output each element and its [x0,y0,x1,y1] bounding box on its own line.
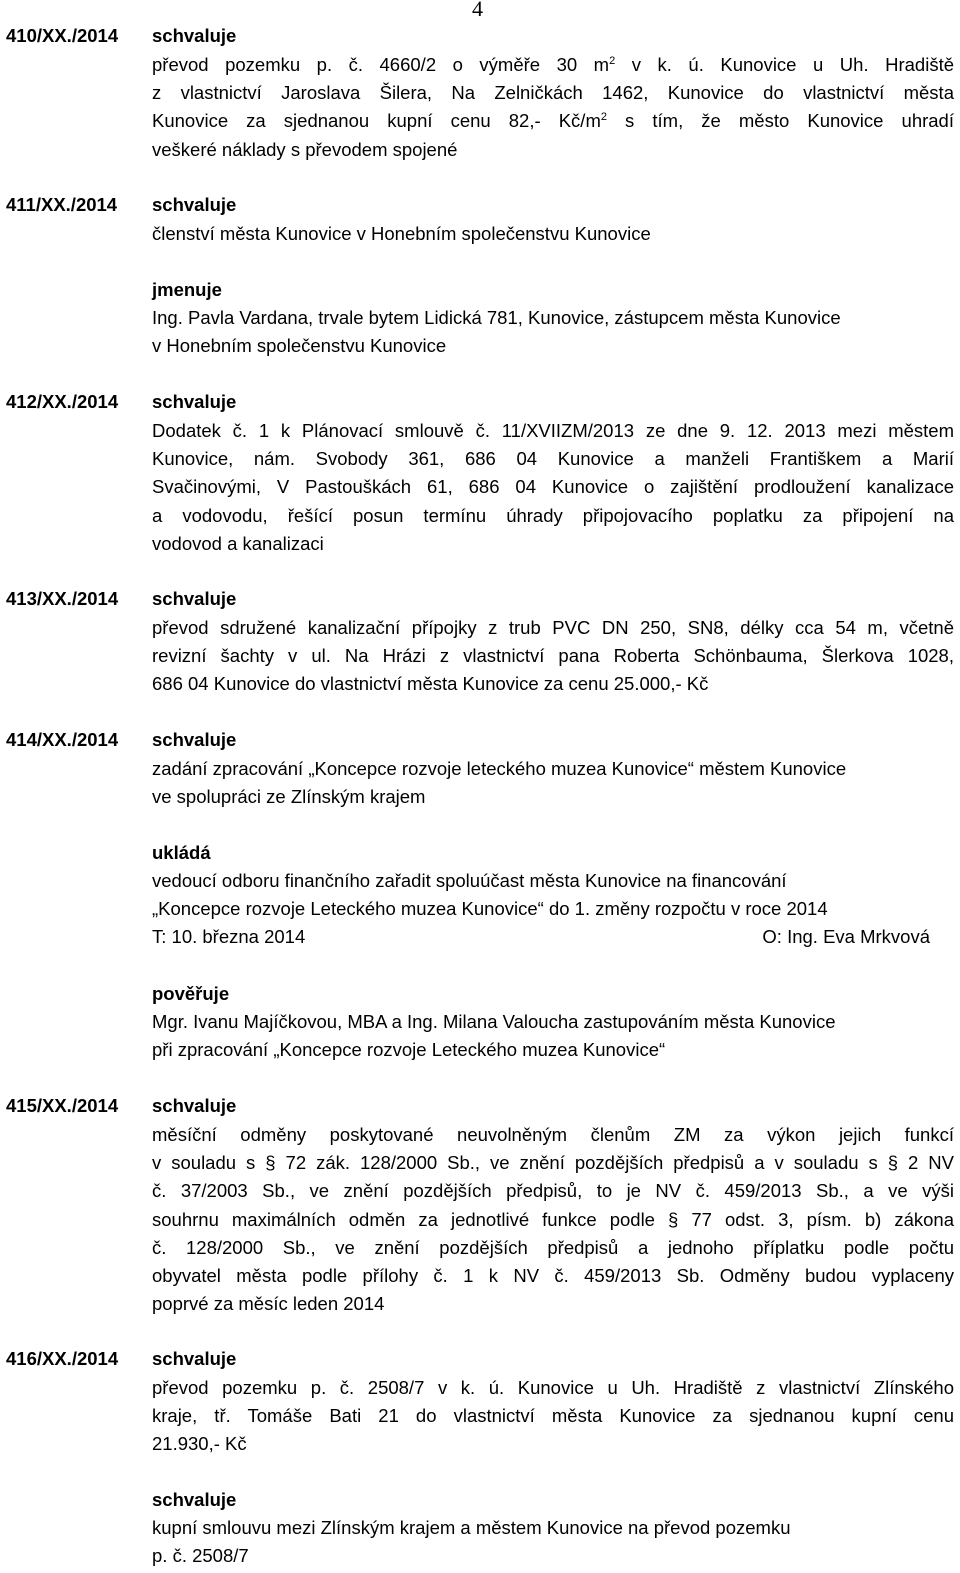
deadline-line [152,923,954,951]
text-line: kraje, tř. Tomáše Bati 21 do vlastnictví města Kunovice za sjednanou kupní cenu [152,1405,954,1427]
text-line: 21.930,- Kč [152,1433,247,1455]
resolution-verb: ukládá [152,842,211,863]
text-line: souhrnu maximálních odměn za jednotlivé funkce podle § 77 odst. 3, písm. b) zákona [152,1208,954,1230]
resolution-verb: jmenuje [152,279,222,300]
resolution-text [152,220,954,248]
resolution-verb: schvaluje [152,1095,237,1116]
text-line: Svačinovými, V Pastouškách 61, 686 04 Kunovice o zajištění prodloužení kanalizace [152,476,954,498]
text-line: poprvé za měsíc leden 2014 [152,1293,385,1315]
text-line: v souladu s § 72 zák. 128/2000 Sb., ve znění pozdějších předpisů a v souladu s § 2 NV [152,1152,954,1174]
resolution-number: 416/XX./2014 [6,1348,119,1369]
resolution-text [152,417,954,558]
text-line: obyvatel města podle přílohy č. 1 k NV č. 459/2013 Sb. Odměny budou vyplaceny [152,1265,954,1287]
resolution-number: 410/XX./2014 [6,25,119,46]
resolution-text [152,304,954,360]
resolution-text [152,1374,954,1459]
text-line: a vodovodu, řešící posun termínu úhrady připojovacího poplatku za připojení na [152,504,954,526]
resolution-text [152,51,954,164]
text-line: veškeré náklady s převodem spojené [152,138,458,160]
resolution-text [152,755,954,811]
text-line: převod pozemku p. č. 4660/2 o výměře 30 $m^2$ v k. ú. Kunovice u Uh. Hradiště [152,54,954,75]
resolution-verb: schvaluje [152,729,237,750]
text-line: č. 37/2003 Sb., ve znění pozdějších předpisů, to je NV č. 459/2013 Sb., a ve výši [152,1180,954,1202]
text-line: p. č. 2508/7 [152,1545,249,1567]
text-line: kupní smlouvu mezi Zlínským krajem a městem Kunovice na převod pozemku [152,1517,791,1538]
resolution-number: 411/XX./2014 [6,194,118,215]
text-line: při zpracování „Koncepce rozvoje Leteckého muzea Kunovice“ [152,1039,666,1061]
text-line: v Honebním společenstvu Kunovice [152,335,447,357]
resolution-verb: schvaluje [152,25,237,46]
resolution-verb: schvaluje [152,1489,237,1510]
text-line: převod sdružené kanalizační přípojky z trub PVC DN 250, SN8, délky cca 54 m, včetně [152,617,954,638]
text-line: 686 04 Kunovice do vlastnictví města Kunovice za cenu 25.000,- Kč [152,673,709,695]
resolution-verb: schvaluje [152,588,237,609]
responsible-person: O: Ing. Eva Mrkvová [762,926,930,948]
text-line: vedoucí odboru finančního zařadit spoluúčast města Kunovice na financování [152,870,787,891]
text-line: Dodatek č. 1 k Plánovací smlouvě č. 11/XVIIZM/2013 ze dne 9. 12. 2013 mezi městem [152,420,954,441]
page-number: 4 [472,0,483,21]
text-line: Ing. Pavla Vardana, trvale bytem Lidická 781, Kunovice, zástupcem města Kunovice [152,307,841,328]
resolution-verb: pověřuje [152,983,230,1004]
resolution-number: 413/XX./2014 [6,588,119,609]
text-line: Mgr. Ivanu Majíčkovou, MBA a Ing. Milana Valoucha zastupováním města Kunovice [152,1011,836,1032]
deadline-term: T: 10. března 2014 [152,926,306,948]
resolution-number: 412/XX./2014 [6,391,119,412]
text-line: Kunovice za sjednanou kupní cenu 82,- $Kč/m^2$ s tím, že město Kunovice uhradí [152,110,954,132]
text-line: č. 128/2000 Sb., ve znění pozdějších předpisů a jednoho příplatku podle počtu [152,1236,954,1258]
resolution-text [152,867,954,952]
resolution-text [152,1514,954,1570]
text-line: zadání zpracování „Koncepce rozvoje leteckého muzea Kunovice“ městem Kunovice [152,758,847,779]
resolution-verb: schvaluje [152,1348,237,1369]
text-line: měsíční odměny poskytované neuvolněným členům ZM za výkon jejich funkcí [152,1124,954,1145]
text-line: vodovod a kanalizaci [152,532,324,554]
resolution-text [152,614,954,699]
resolution-verb: schvaluje [152,391,237,412]
text-line: členství města Kunovice v Honebním společenstvu Kunovice [152,223,651,244]
resolution-number: 415/XX./2014 [6,1095,119,1116]
text-line: Kunovice, nám. Svobody 361, 686 04 Kunovice a manželi Františkem a Marií [152,448,954,470]
text-line: „Koncepce rozvoje Leteckého muzea Kunovice“ do 1. změny rozpočtu v roce 2014 [152,898,828,920]
text-line: z vlastnictví Jaroslava Šilera, Na Zelničkách 1462, Kunovice do vlastnictví města [152,82,954,104]
resolution-verb: schvaluje [152,194,237,215]
resolution-text [152,1008,954,1064]
resolution-number: 414/XX./2014 [6,729,119,750]
text-line: ve spolupráci ze Zlínským krajem [152,786,426,808]
text-line: převod pozemku p. č. 2508/7 v k. ú. Kunovice u Uh. Hradiště z vlastnictví Zlínského [152,1377,954,1398]
text-line: revizní šachty v ul. Na Hrázi z vlastnictví pana Roberta Schönbauma, Šlerkova 1028, [152,645,954,667]
resolution-text [152,1121,954,1318]
